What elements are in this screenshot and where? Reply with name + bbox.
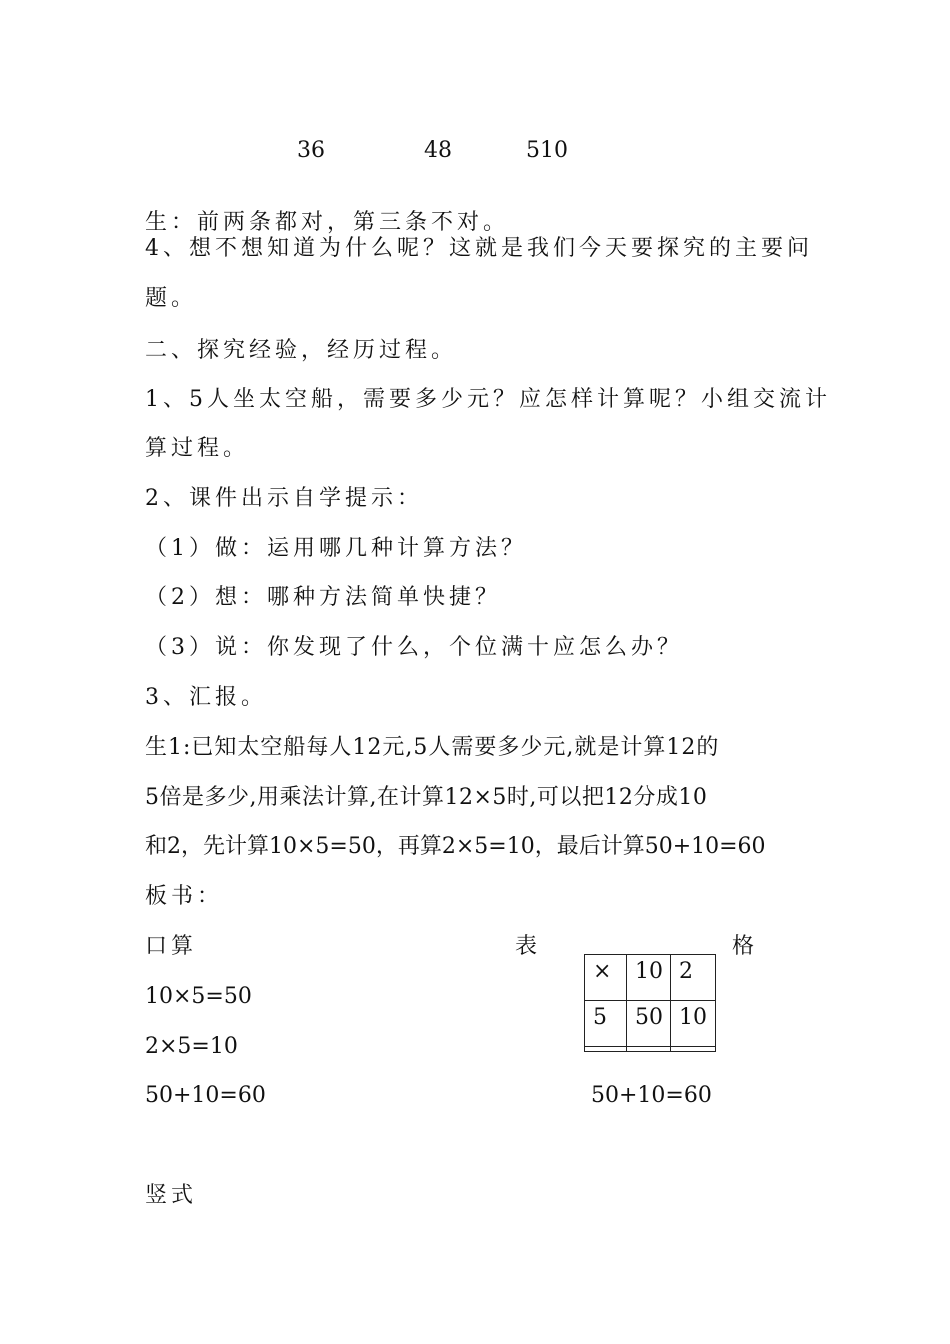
table-cell: 2 — [671, 955, 716, 1001]
top-number: 510 — [526, 138, 568, 163]
table-cell — [671, 1047, 716, 1052]
top-number: 48 — [424, 138, 452, 163]
table-cell: 5 — [585, 1001, 627, 1047]
paragraph-line: 4、想不想知道为什么呢？这就是我们今天要探究的主要问 — [145, 236, 813, 261]
table-row — [585, 955, 716, 1001]
paragraph-line: 题。 — [145, 286, 198, 311]
paragraph-line: 和2，先计算10×5=50，再算2×5=10，最后计算50+10=60 — [145, 834, 766, 859]
table-result: 50+10=60 — [591, 1083, 712, 1108]
table-heading-left: 表 — [515, 934, 538, 959]
multiplication-table — [584, 954, 716, 1052]
table-heading-right: 格 — [732, 934, 755, 959]
table-cell — [585, 1047, 627, 1052]
table-cell: × — [585, 955, 627, 1001]
oral-line: 2×5=10 — [145, 1034, 238, 1059]
paragraph-line: （1）做：运用哪几种计算方法？ — [145, 536, 527, 561]
paragraph-line: 3、汇报。 — [145, 685, 267, 710]
section-heading: 二、探究经验，经历过程。 — [145, 338, 458, 363]
oral-heading: 口算 — [145, 934, 198, 959]
paragraph-line: 5倍是多少,用乘法计算,在计算12×5时,可以把12分成10 — [145, 785, 708, 810]
paragraph-line: 1、5人坐太空船，需要多少元？应怎样计算呢？小组交流计 — [145, 387, 831, 412]
paragraph-line: 生1:已知太空船每人12元,5人需要多少元,就是计算12的 — [145, 735, 720, 760]
top-number: 36 — [297, 138, 325, 163]
oral-line: 10×5=50 — [145, 984, 252, 1009]
vertical-heading: 竖式 — [145, 1183, 198, 1208]
paragraph-line: 算过程。 — [145, 436, 250, 461]
paragraph-line: （2）想：哪种方法简单快捷？ — [145, 585, 501, 610]
table-cell: 10 — [627, 955, 671, 1001]
board-label: 板书： — [145, 884, 224, 909]
table-cell — [627, 1047, 671, 1052]
paragraph-line: 生：前两条都对，第三条不对。 — [145, 210, 510, 235]
table-cell: 10 — [671, 1001, 716, 1047]
paragraph-line: 2、课件出示自学提示： — [145, 486, 423, 511]
table-row — [585, 1001, 716, 1047]
table-row — [585, 1047, 716, 1052]
oral-line: 50+10=60 — [145, 1083, 266, 1108]
table-cell: 50 — [627, 1001, 671, 1047]
paragraph-line: （3）说：你发现了什么，个位满十应怎么办？ — [145, 635, 683, 660]
